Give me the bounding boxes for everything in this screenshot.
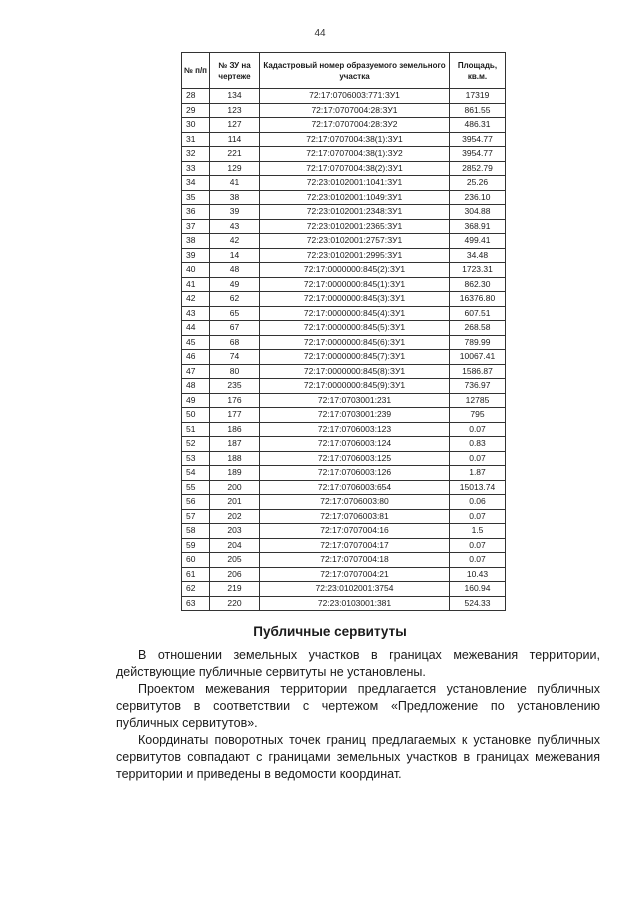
cell-num: 52: [182, 437, 210, 452]
cell-zu: 38: [210, 190, 260, 205]
cell-num: 54: [182, 466, 210, 481]
table-row: [182, 379, 506, 394]
cell-cadastral: 72:17:0000000:845(4):ЗУ1: [260, 306, 450, 321]
cell-cadastral: 72:17:0706003:123: [260, 422, 450, 437]
cell-num: 60: [182, 553, 210, 568]
table-row: [182, 408, 506, 423]
cell-cadastral: 72:17:0706003:125: [260, 451, 450, 466]
cell-zu: 80: [210, 364, 260, 379]
cell-cadastral: 72:17:0703001:239: [260, 408, 450, 423]
cell-zu: 42: [210, 234, 260, 249]
cell-cadastral: 72:17:0707004:28:ЗУ2: [260, 118, 450, 133]
cell-zu: 129: [210, 161, 260, 176]
cell-cadastral: 72:23:0102001:2757:ЗУ1: [260, 234, 450, 249]
cell-area: 16376.80: [450, 292, 506, 307]
cell-area: 0.06: [450, 495, 506, 510]
cell-num: 33: [182, 161, 210, 176]
header-zu: № ЗУ на чертеже: [210, 53, 260, 89]
cell-area: 10.43: [450, 567, 506, 582]
table-row: [182, 292, 506, 307]
table-row: [182, 480, 506, 495]
cell-zu: 114: [210, 132, 260, 147]
cell-area: 0.83: [450, 437, 506, 452]
cell-zu: 62: [210, 292, 260, 307]
table-row: [182, 451, 506, 466]
cell-zu: 67: [210, 321, 260, 336]
cell-num: 61: [182, 567, 210, 582]
table-row: [182, 553, 506, 568]
cell-cadastral: 72:17:0706003:771:ЗУ1: [260, 89, 450, 104]
cell-area: 304.88: [450, 205, 506, 220]
cell-cadastral: 72:17:0703001:231: [260, 393, 450, 408]
cell-cadastral: 72:17:0707004:38(1):ЗУ2: [260, 147, 450, 162]
cell-area: 15013.74: [450, 480, 506, 495]
cell-cadastral: 72:17:0000000:845(5):ЗУ1: [260, 321, 450, 336]
cell-zu: 127: [210, 118, 260, 133]
cell-num: 36: [182, 205, 210, 220]
cell-cadastral: 72:17:0706003:654: [260, 480, 450, 495]
cell-cadastral: 72:17:0706003:124: [260, 437, 450, 452]
cell-zu: 235: [210, 379, 260, 394]
cell-zu: 202: [210, 509, 260, 524]
cell-cadastral: 72:17:0000000:845(1):ЗУ1: [260, 277, 450, 292]
cell-zu: 203: [210, 524, 260, 539]
cell-cadastral: 72:23:0102001:2348:ЗУ1: [260, 205, 450, 220]
cell-cadastral: 72:23:0102001:2995:ЗУ1: [260, 248, 450, 263]
cell-num: 42: [182, 292, 210, 307]
table-row: [182, 277, 506, 292]
table-row: [182, 234, 506, 249]
table-row: [182, 132, 506, 147]
cell-area: 368.91: [450, 219, 506, 234]
paragraph-1: В отношении земельных участков в границах межевания территории, действующие публичные сервитуты не установлены.: [116, 648, 600, 679]
cell-cadastral: 72:17:0707004:18: [260, 553, 450, 568]
cell-zu: 206: [210, 567, 260, 582]
cell-area: 0.07: [450, 422, 506, 437]
table-row: [182, 147, 506, 162]
cell-cadastral: 72:23:0102001:2365:ЗУ1: [260, 219, 450, 234]
cell-cadastral: 72:23:0102001:3754: [260, 582, 450, 597]
cell-cadastral: 72:17:0000000:845(2):ЗУ1: [260, 263, 450, 278]
page-number: 44: [314, 28, 326, 39]
cell-num: 40: [182, 263, 210, 278]
cell-area: 861.55: [450, 103, 506, 118]
table-row: [182, 103, 506, 118]
cell-area: 0.07: [450, 538, 506, 553]
cell-num: 34: [182, 176, 210, 191]
cell-num: 47: [182, 364, 210, 379]
table-row: [182, 190, 506, 205]
table-row: [182, 161, 506, 176]
cell-num: 46: [182, 350, 210, 365]
cell-num: 59: [182, 538, 210, 553]
table-row: [182, 321, 506, 336]
cell-area: 25.26: [450, 176, 506, 191]
cell-zu: 65: [210, 306, 260, 321]
cell-zu: 14: [210, 248, 260, 263]
cell-num: 28: [182, 89, 210, 104]
cell-zu: 220: [210, 596, 260, 611]
cell-cadastral: 72:17:0706003:126: [260, 466, 450, 481]
cell-area: 795: [450, 408, 506, 423]
cell-num: 41: [182, 277, 210, 292]
section-title: Публичные сервитуты: [253, 624, 407, 639]
cell-zu: 219: [210, 582, 260, 597]
cell-cadastral: 72:17:0000000:845(3):ЗУ1: [260, 292, 450, 307]
cell-num: 45: [182, 335, 210, 350]
table-row: [182, 263, 506, 278]
cell-area: 1.5: [450, 524, 506, 539]
paragraph-3: Координаты поворотных точек границ предлагаемых к установке публичных сервитутов совпадают с границами земельных участков в границах межевания территории и приведены в ведомости координат.: [116, 733, 600, 781]
cell-zu: 200: [210, 480, 260, 495]
cell-zu: 123: [210, 103, 260, 118]
cell-area: 3954.77: [450, 132, 506, 147]
cell-area: 17319: [450, 89, 506, 104]
table-row: [182, 495, 506, 510]
table-row: [182, 335, 506, 350]
cell-zu: 188: [210, 451, 260, 466]
table-row: [182, 524, 506, 539]
cell-num: 37: [182, 219, 210, 234]
table-row: [182, 582, 506, 597]
table-row: [182, 596, 506, 611]
table-row: [182, 248, 506, 263]
cell-area: 486.31: [450, 118, 506, 133]
cell-num: 44: [182, 321, 210, 336]
table-row: [182, 205, 506, 220]
table-body: [182, 89, 506, 611]
table-row: [182, 364, 506, 379]
cell-num: 50: [182, 408, 210, 423]
cell-num: 51: [182, 422, 210, 437]
cell-cadastral: 72:17:0706003:80: [260, 495, 450, 510]
table-row: [182, 393, 506, 408]
cell-zu: 134: [210, 89, 260, 104]
cell-cadastral: 72:23:0102001:1041:ЗУ1: [260, 176, 450, 191]
cell-num: 30: [182, 118, 210, 133]
cell-area: 499.41: [450, 234, 506, 249]
cell-cadastral: 72:23:0103001:381: [260, 596, 450, 611]
cell-num: 58: [182, 524, 210, 539]
cell-cadastral: 72:23:0102001:1049:ЗУ1: [260, 190, 450, 205]
cell-cadastral: 72:17:0000000:845(8):ЗУ1: [260, 364, 450, 379]
cell-area: 1586.87: [450, 364, 506, 379]
cell-num: 31: [182, 132, 210, 147]
cell-area: 1723.31: [450, 263, 506, 278]
land-parcels-table: [181, 52, 506, 611]
table-row: [182, 422, 506, 437]
cell-area: 268.58: [450, 321, 506, 336]
cell-num: 57: [182, 509, 210, 524]
table-row: [182, 176, 506, 191]
cell-area: 0.07: [450, 553, 506, 568]
cell-zu: 186: [210, 422, 260, 437]
cell-zu: 221: [210, 147, 260, 162]
header-num: № п/п: [182, 53, 210, 89]
cell-num: 35: [182, 190, 210, 205]
cell-num: 48: [182, 379, 210, 394]
cell-area: 607.51: [450, 306, 506, 321]
cell-cadastral: 72:17:0707004:38(2):ЗУ1: [260, 161, 450, 176]
table-row: [182, 466, 506, 481]
table-row: [182, 350, 506, 365]
cell-num: 39: [182, 248, 210, 263]
cell-zu: 204: [210, 538, 260, 553]
table-row: [182, 219, 506, 234]
cell-num: 56: [182, 495, 210, 510]
cell-area: 789.99: [450, 335, 506, 350]
cell-area: 0.07: [450, 509, 506, 524]
table-row: [182, 567, 506, 582]
header-area: Площадь, кв.м.: [450, 53, 506, 89]
cell-zu: 39: [210, 205, 260, 220]
cell-num: 55: [182, 480, 210, 495]
cell-num: 29: [182, 103, 210, 118]
cell-zu: 68: [210, 335, 260, 350]
cell-zu: 201: [210, 495, 260, 510]
cell-zu: 43: [210, 219, 260, 234]
table-row: [182, 437, 506, 452]
cell-zu: 177: [210, 408, 260, 423]
cell-zu: 41: [210, 176, 260, 191]
cell-area: 3954.77: [450, 147, 506, 162]
cell-zu: 176: [210, 393, 260, 408]
cell-num: 38: [182, 234, 210, 249]
cell-cadastral: 72:17:0000000:845(7):ЗУ1: [260, 350, 450, 365]
cell-cadastral: 72:17:0000000:845(9):ЗУ1: [260, 379, 450, 394]
cell-zu: 74: [210, 350, 260, 365]
table-row: [182, 89, 506, 104]
cell-area: 160.94: [450, 582, 506, 597]
cell-zu: 187: [210, 437, 260, 452]
paragraph-2: Проектом межевания территории предлагается установление публичных сервитутов в соответствии с чертежом «Предложение по установлению публичных сервитутов».: [116, 682, 600, 730]
cell-num: 62: [182, 582, 210, 597]
cell-zu: 49: [210, 277, 260, 292]
table-header-row: [182, 53, 506, 89]
cell-area: 34.48: [450, 248, 506, 263]
cell-num: 53: [182, 451, 210, 466]
cell-area: 10067.41: [450, 350, 506, 365]
table-row: [182, 509, 506, 524]
cell-num: 32: [182, 147, 210, 162]
cell-cadastral: 72:17:0707004:38(1):ЗУ1: [260, 132, 450, 147]
cell-area: 736.97: [450, 379, 506, 394]
header-cadastral: Кадастровый номер образуемого земельного участка: [260, 53, 450, 89]
cell-area: 236.10: [450, 190, 506, 205]
cell-num: 43: [182, 306, 210, 321]
cell-num: 49: [182, 393, 210, 408]
cell-cadastral: 72:17:0000000:845(6):ЗУ1: [260, 335, 450, 350]
table-row: [182, 118, 506, 133]
cell-area: 862.30: [450, 277, 506, 292]
cell-area: 0.07: [450, 451, 506, 466]
cell-zu: 189: [210, 466, 260, 481]
cell-cadastral: 72:17:0706003:81: [260, 509, 450, 524]
cell-zu: 48: [210, 263, 260, 278]
cell-cadastral: 72:17:0707004:17: [260, 538, 450, 553]
cell-cadastral: 72:17:0707004:28:ЗУ1: [260, 103, 450, 118]
cell-area: 524.33: [450, 596, 506, 611]
cell-area: 12785: [450, 393, 506, 408]
table-row: [182, 538, 506, 553]
cell-cadastral: 72:17:0707004:21: [260, 567, 450, 582]
cell-area: 2852.79: [450, 161, 506, 176]
cell-area: 1.87: [450, 466, 506, 481]
cell-zu: 205: [210, 553, 260, 568]
cell-cadastral: 72:17:0707004:16: [260, 524, 450, 539]
table-row: [182, 306, 506, 321]
cell-num: 63: [182, 596, 210, 611]
